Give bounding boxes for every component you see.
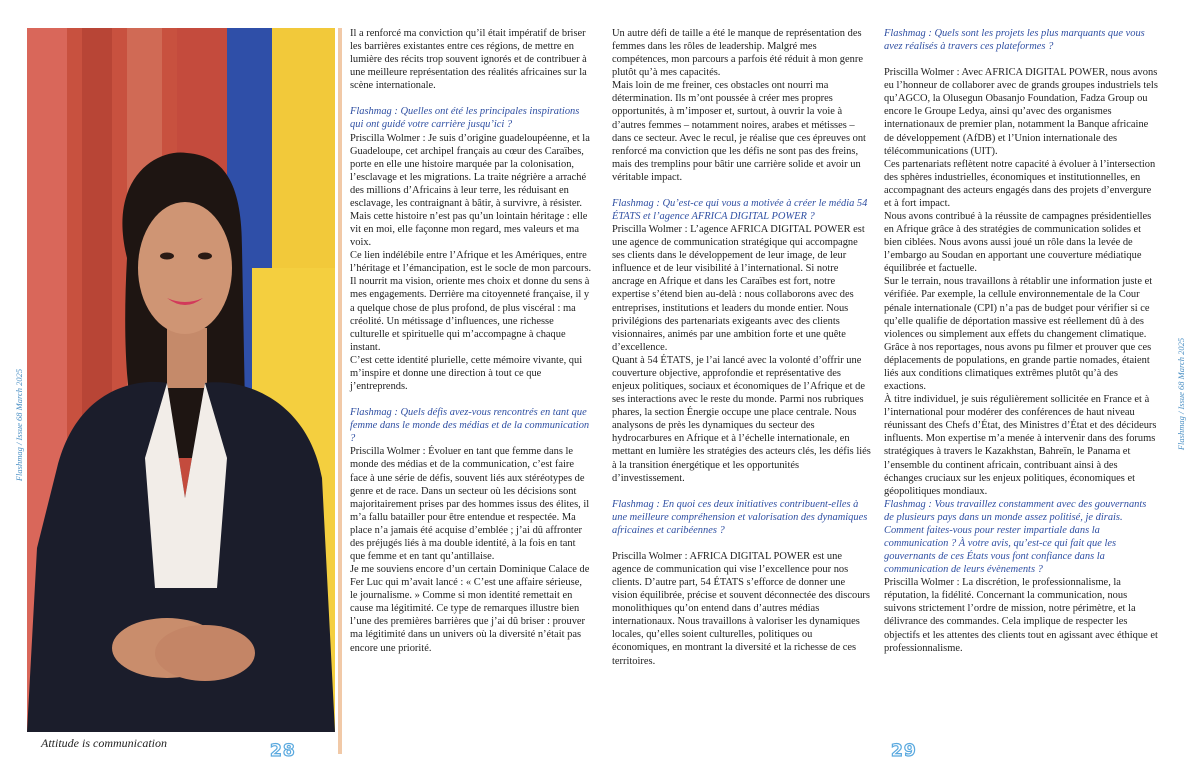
interview-question: Flashmag : En quoi ces deux initiatives contribuent-elles à une meilleure compréhension et valorisation des dynamiques africaines et caribéennes ? bbox=[612, 498, 868, 536]
interview-question: Flashmag : Quels sont les projets les plus marquants que vous avez réalisés à travers ces plateformes ? bbox=[884, 28, 1145, 53]
article-column-1 bbox=[350, 27, 592, 655]
paragraph: Quant à 54 ÉTATS, je l’ai lancé avec la volonté d’offrir une couverture objective, approfondie et représentative des enjeux politiques, sociaux et économiques de l’Afrique et de ses interactions avec le reste du monde. Parmi nos rubriques phares, la section Énergie occupe une place centrale. Nous analysons de près les dynamiques du secteur des hydrocarbures en Afrique et à l’échelle internationale, en mettant en lumière les stratégies des acteurs clés, les défis liés à la transition énergétique et les opportunités d’investissement. bbox=[612, 354, 871, 484]
column-divider-bar bbox=[338, 28, 342, 754]
photo-caption: Attitude is communication bbox=[41, 736, 167, 750]
article-column-3 bbox=[884, 27, 1158, 655]
paragraph: Sur le terrain, nous travaillons à rétablir une information juste et vérifiée. Par exemple, la cellule environnementale de la Cour pénale internationale (CPI) n’a pas de budget pour vérifier si ce qu’elle qualifie de déportation massive est réellement dû à des violences ou simplement aux effets du changement climatique. Grâce à nos reportages, nous avons pu filmer et prouver que ces déplacements de populations, en grande partie nomades, étaient liés aux conditions climatiques extrêmes plutôt qu’à des exactions. bbox=[884, 276, 1153, 393]
side-label-left: Flashmag / Issue 68 March 2025 bbox=[14, 368, 24, 482]
paragraph: Il a renforcé ma conviction qu’il était impératif de briser les barrières existantes entre ces régions, de mettre en lumière des récits trop souvent ignorés et de contribuer à une meilleure représentation des réalités africaines sur la scène internationale. bbox=[350, 28, 587, 92]
paragraph: Priscilla Wolmer : AFRICA DIGITAL POWER est une agence de communication qui vise l’excellence pour nos clients. D’autre part, 54 ÉTATS s’efforce de donner une vision équilibrée, précise et souvent déconnectée des discours monolithiques qu’on entend dans d’autres médias internationaux. Nous travaillons à valoriser les dynamiques locales, qu’elles soient culturelles, politiques ou économiques, en montrant la diversité et la richesse de ces territoires. bbox=[612, 550, 870, 667]
paragraph: Ce lien indélébile entre l’Afrique et les Amériques, entre l’héritage et l’émancipation, est le socle de mon parcours. Il nourrit ma vision, oriente mes choix et donne du sens à mes engagements. Derrière ma citoyenneté française, il y a quelque chose de plus profond, de plus viscéral : ma créolité. Un métissage d’influences, une richesse culturelle et spirituelle qui m’accompagne à chaque instant. bbox=[350, 250, 592, 353]
paragraph: Ces partenariats reflètent notre capacité à évoluer à l’intersection des sphères industrielles, économiques et institutionnelles, en accompagnant des acteurs engagés dans des projets d’envergure et à fort impact. bbox=[884, 158, 1156, 209]
interview-question: Flashmag : Quelles ont été les principales inspirations qui ont guidé votre carrière jusqu’ici ? bbox=[350, 106, 580, 131]
paragraph: Priscilla Wolmer : Avec AFRICA DIGITAL POWER, nous avons eu l’honneur de collaborer avec de grands groupes industriels tels qu’AGCO, la Olusegun Obasanjo Foundation, Fadza Group ou encore le Groupe Ledya, ainsi qu’avec des organismes internationaux de premier plan, notamment la Banque africaine de développement (AfDB) et l’Union internationale des télécommunications (UIT). bbox=[884, 67, 1158, 157]
portrait-photo bbox=[27, 28, 335, 732]
side-label-right: Flashmag / Issue 68 March 2025 bbox=[1176, 337, 1186, 451]
paragraph: Je me souviens encore d’un certain Dominique Calace de Fer Luc qui m’avait lancé : « C’est une affaire sérieuse, le journalisme. » Comme si mon identité remettait en cause ma légitimité. Ce type de remarques illustre bien l’une des premières barrières que j’ai dû briser : prouver ma légitimité dans un univers où la diversité n’était pas encore une priorité. bbox=[350, 564, 590, 654]
page-number-left: 28 bbox=[270, 741, 296, 761]
paragraph: À titre individuel, je suis régulièrement sollicitée en France et à l’international pour modérer des conférences de haut niveau réunissant des Chefs d’État, des Ministres d’État et des décideurs influents. Mon expertise m’a menée à intervenir dans des forums stratégiques à travers le Kazakhstan, Bahreïn, le Panama et l’ensemble du continent africain, contribuant ainsi à des échanges cruciaux sur les enjeux politiques, économiques et géopolitiques mondiaux. bbox=[884, 394, 1157, 497]
paragraph: Priscilla Wolmer : Évoluer en tant que femme dans le monde des médias et de la communication, c’est faire face à une série de défis, souvent liés aux stéréotypes de genre et de race. Dans un secteur où les décisions sont majoritairement prises par des hommes issus des élites, il m’a fallu batailler pour être entendue et respectée. Ma place n’a jamais été acquise d’emblée ; j’ai dû affronter des préjugés liés à ma double identité, à la fois en tant que femme et en tant qu’antillaise. bbox=[350, 446, 590, 562]
paragraph: Priscilla Wolmer : La discrétion, le professionnalisme, la réputation, la fidélité. Concernant la communication, nous suivons strictement l’ordre de mission, notre périmètre, et la délivrance des commandes. Cela implique de respecter les objectifs et les attentes des clients tout en agissant avec éthique et professionnalisme. bbox=[884, 577, 1158, 654]
interview-question: Flashmag : Vous travaillez constamment avec des gouvernants de plusieurs pays dans un monde assez politisé, je dirais. Comment faites-vous pour rester impartiale dans la communication ? À votre avis, qu’est-ce qui fait que les gouvernants de ces États vous font confiance dans la communication de leurs évènements ? bbox=[884, 498, 1147, 576]
paragraph: Mais loin de me freiner, ces obstacles ont nourri ma détermination. Ils m’ont poussée à créer mes propres opportunités, à m’imposer et, surtout, à ouvrir la voie à d’autres femmes – notamment noires, arabes et métisses – dans ce secteur. Avec le recul, je réalise que ces épreuves ont renforcé ma conviction que les défis ne sont pas des freins, mais des tremplins pour bâtir une carrière solide et avoir un véritable impact. bbox=[612, 80, 866, 183]
paragraph: C’est cette identité plurielle, cette mémoire vivante, qui m’inspire et donne une direction à tout ce que j’entreprends. bbox=[350, 354, 583, 393]
interview-question: Flashmag : Quels défis avez-vous rencontrés en tant que femme dans le monde des médias et de la communication ? bbox=[350, 407, 590, 445]
paragraph: Priscilla Wolmer : L’agence AFRICA DIGITAL POWER est une agence de communication stratégique qui accompagne ses clients dans le développement de leur image, de leur influence et de leur visibilité à l’international. Si notre ancrage en Afrique et dans les Caraïbes est fort, notre expertise s’étend bien au-delà : nous collaborons avec des entreprises, institutions et leaders du monde entier. Nous privilégions des partenariats exigeants avec des clients visionnaires, animés par une ambition forte et une quête d’excellence. bbox=[612, 224, 865, 353]
interview-question: Flashmag : Qu’est-ce qui vous a motivée à créer le média 54 ÉTATS et l’agence AFRICA DIGITAL POWER ? bbox=[612, 197, 868, 223]
article-column-2 bbox=[612, 27, 871, 668]
portrait-illustration bbox=[27, 28, 335, 732]
page-number-right: 29 bbox=[891, 741, 917, 761]
paragraph: Un autre défi de taille a été le manque de représentation des femmes dans les rôles de leadership. Malgré mes compétences, mon parcours a parfois été réduit à mon genre plutôt qu’à mes capacités. bbox=[612, 28, 863, 79]
paragraph: Nous avons contribué à la réussite de campagnes présidentielles en Afrique grâce à des stratégies de communication solides et bien ciblées. Nous avons aussi joué un rôle dans la levée de l’embargo au Soudan en apportant une couverture médiatique équilibrée et factuelle. bbox=[884, 211, 1152, 275]
paragraph: Priscilla Wolmer : Je suis d’origine guadeloupéenne, et la Guadeloupe, cet archipel français au cœur des Caraïbes, porte en elle une histoire marquée par la colonisation, l’esclavage et les migrations. La traite négrière a arraché des millions d’Africains à leur terre, les réduisant en esclavage, les contraignant à bâtir, à survivre, à résister. Mais cette histoire n’est pas qu’un lointain héritage : elle vit en moi, elle façonne mon regard, mes valeurs et ma voix. bbox=[350, 132, 590, 249]
